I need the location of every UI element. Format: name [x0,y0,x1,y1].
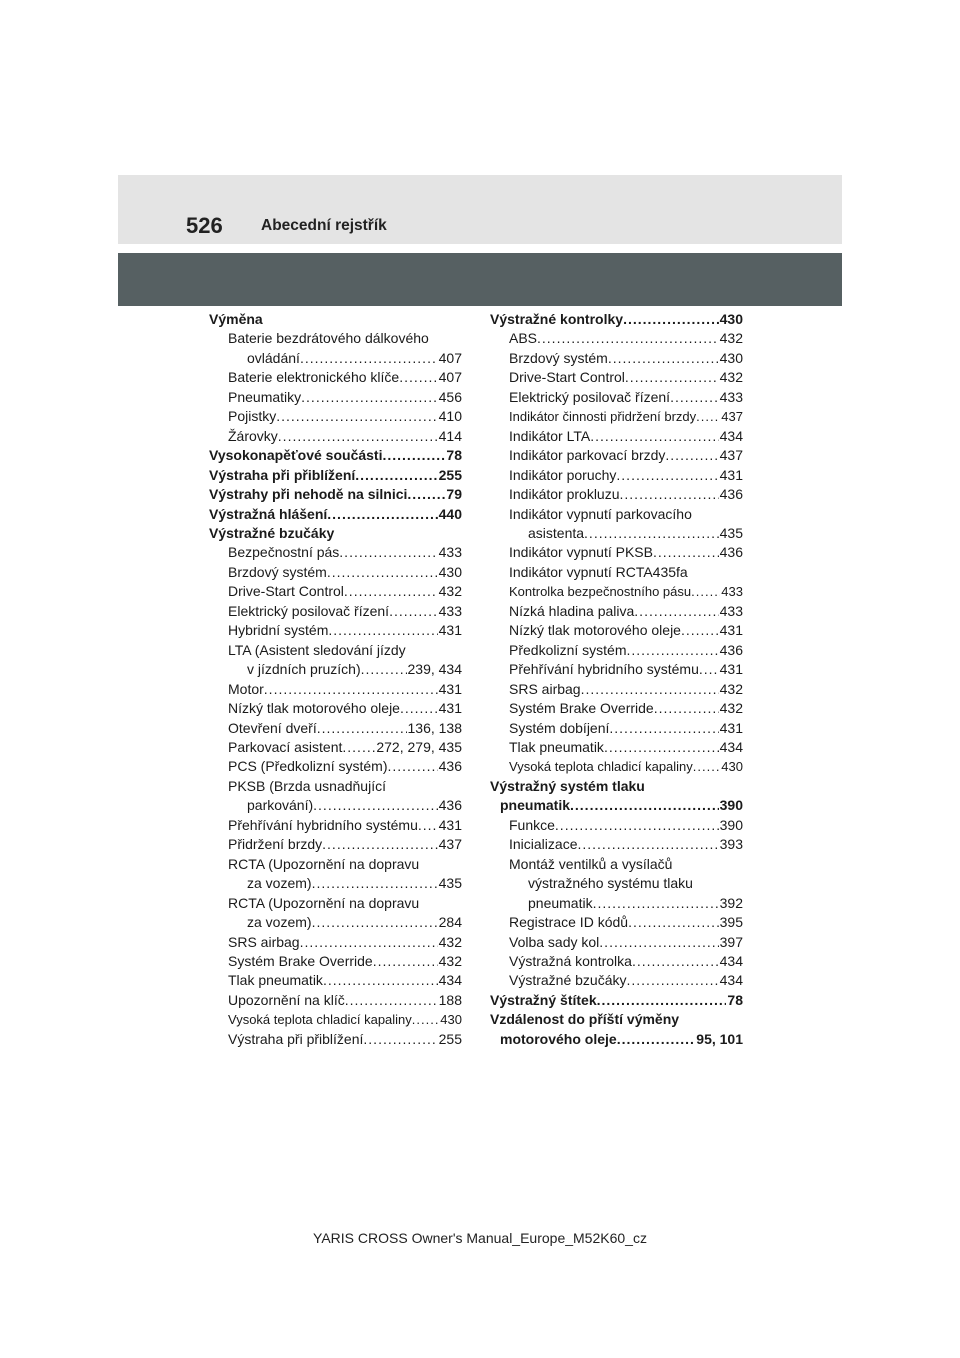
index-entry [209,777,462,796]
dot-leader [344,582,438,601]
index-entry-page: 78 [446,447,462,464]
index-entry [209,427,462,446]
index-entry-label: Upozornění na klíč [228,991,345,1008]
index-entry [209,446,462,465]
dot-leader [665,446,718,465]
index-entry [209,874,462,893]
index-entry-label: Vysoká teplota chladicí kapaliny [228,1012,412,1028]
index-entry-label: Systém Brake Override [228,952,373,969]
index-entry-page: 431 [719,661,743,678]
index-entry-label: Hybridní systém [228,622,329,639]
index-entry-label: SRS airbag [509,680,581,697]
index-entry-label: za vozem) [247,914,312,931]
index-entry-label: Registrace ID kódů [509,914,629,931]
dot-leader [696,407,720,426]
index-entry-page: 414 [438,427,462,444]
index-entry-label: Montáž ventilků a vysílačů [509,855,673,872]
index-entry-label: Výstražné bzučáky [509,972,627,989]
index-entry [209,641,462,660]
index-entry-label: Indikátor vypnutí RCTA435fa [509,563,688,580]
index-entry [209,971,462,990]
index-entry [209,563,462,582]
index-entry [490,407,743,426]
index-entry-label: Vysokonapěťové součásti [209,447,383,464]
dot-leader [278,427,438,446]
index-entry [209,621,462,640]
index-entry [209,505,462,524]
index-entry-label: RCTA (Upozornění na dopravu [228,855,420,872]
index-entry [209,602,462,621]
dot-leader [584,524,719,543]
index-entry-label: Parkovací asistent [228,738,343,755]
index-entry-label: výstražného systému tlaku [528,875,693,892]
index-entry [490,719,743,738]
index-entry-page: 436 [719,544,743,561]
index-entry-label: Elektrický posilovač řízení [228,602,390,619]
index-entry [209,660,462,679]
index-entry-label: Indikátor činnosti přidržení brzdy [509,409,697,425]
index-entry [490,1010,743,1029]
dot-leader [628,913,719,932]
index-entry [490,874,743,893]
index-entry [490,660,743,679]
index-entry [209,368,462,387]
index-entry-page: 432 [719,680,743,697]
index-entry [209,407,462,426]
dot-leader [312,913,438,932]
index-entry-label: Výstrahy při nehodě na silnici [209,486,408,503]
dot-leader [412,1010,440,1029]
index-entry [490,835,743,854]
index-entry-page: 430 [440,1012,462,1028]
dot-leader [400,699,438,718]
footer-manual-id: YARIS CROSS Owner's Manual_Europe_M52K60_cz [313,1230,647,1246]
index-entry [209,796,462,815]
index-entry [209,894,462,913]
index-entry [209,816,462,835]
index-entry-page: 392 [719,894,743,911]
index-entry [209,543,462,562]
index-entry-label: motorového oleje [500,1030,617,1047]
index-entry-page: 434 [438,972,462,989]
dot-leader [617,1030,696,1049]
index-entry-page: 95, 101 [696,1030,743,1047]
index-entry-page: 432 [438,933,462,950]
index-entry [490,991,743,1010]
dot-leader [537,329,719,348]
index-entry-page: 393 [719,836,743,853]
dot-leader [616,466,718,485]
index-entry-page: 431 [719,622,743,639]
index-entry [209,329,462,348]
index-entry [490,933,743,952]
index-entry-page: 433 [719,602,743,619]
index-entry-label: ABS [509,330,538,347]
dot-leader [555,816,719,835]
index-entry-page: 436 [438,758,462,775]
dot-leader [691,582,720,601]
index-entry-label: LTA (Asistent sledování jízdy [228,641,406,658]
index-entry-label: v jízdních pruzích) [247,661,361,678]
index-entry [490,971,743,990]
index-entry-page: 188 [438,991,462,1008]
section-title: Abecední rejstřík [261,217,387,234]
dot-leader [264,680,438,699]
index-entry-label: Volba sady kol [509,933,600,950]
index-column-left [209,310,462,1049]
index-entry-page: 434 [719,972,743,989]
index-entry-page: 430 [719,311,743,327]
dot-leader [577,835,718,854]
index-entry-page: 431 [719,466,743,483]
dot-leader [599,933,718,952]
index-entry-label: Indikátor prokluzu [509,486,620,503]
index-entry [490,757,743,776]
header-band [118,175,842,244]
index-entry-label: Indikátor parkovací brzdy [509,447,666,464]
index-entry-page: 436 [438,797,462,814]
index-entry [209,913,462,932]
index-entry-label: Výstraha při přiblížení [209,466,356,483]
index-entry-label: asistenta [528,524,585,541]
index-entry-label: Indikátor poruchy [509,466,617,483]
index-entry-page: 437 [721,409,743,425]
index-entry-page: 255 [438,466,462,483]
index-entry [490,485,743,504]
index-entry [209,699,462,718]
index-entry [209,310,462,329]
section-color-band [118,253,842,306]
index-entry [490,505,743,524]
index-entry-page: 432 [719,369,743,386]
index-entry-page: 239, 434 [407,661,462,678]
dot-leader [327,505,437,524]
index-entry-label: pneumatik [500,797,571,814]
index-entry [209,738,462,757]
index-entry-label: Drive-Start Control [509,369,625,386]
dot-leader [693,757,721,776]
index-entry-page: 432 [438,583,462,600]
index-entry [490,563,743,582]
index-entry-label: Výstražný štítek [490,991,597,1008]
index-entry [490,894,743,913]
index-entry-page: 407 [438,349,462,366]
index-entry [209,582,462,601]
index-entry-page: 407 [438,369,462,386]
dot-leader [345,991,438,1010]
index-entry [209,349,462,368]
dot-leader [634,602,718,621]
dot-leader [363,1030,437,1049]
dot-leader [609,719,718,738]
index-entry-page: 435 [719,524,743,541]
index-entry [490,855,743,874]
index-entry-label: za vozem) [247,875,312,892]
index-entry-label: Žárovky [228,427,278,444]
index-entry [490,524,743,543]
index-entry-label: Inicializace [509,836,578,853]
index-entry [209,466,462,485]
index-entry-label: Výstražná hlášení [209,505,328,522]
index-entry-label: Systém dobíjení [509,719,610,736]
index-entry-label: Nízká hladina paliva [509,602,635,619]
index-entry-label: Funkce [509,816,555,833]
index-entry-page: 456 [438,388,462,405]
index-entry-label: Nízký tlak motorového oleje [509,622,681,639]
index-entry [490,466,743,485]
dot-leader [670,388,719,407]
dot-leader [399,368,437,387]
dot-leader [342,738,375,757]
index-entry-page: 431 [719,719,743,736]
index-entry [209,757,462,776]
index-entry-page: 79 [446,486,462,503]
index-entry-page: 431 [438,622,462,639]
index-entry-label: Baterie bezdrátového dálkového [228,330,429,347]
index-entry-page: 430 [438,563,462,580]
dot-leader [407,485,445,504]
index-entry [209,835,462,854]
index-entry [490,388,743,407]
dot-leader [323,971,438,990]
dot-leader [608,349,719,368]
dot-leader [301,388,437,407]
index-entry [490,1030,743,1049]
dot-leader [593,894,719,913]
index-entry-label: Vysoká teplota chladicí kapaliny [509,759,693,775]
index-entry-label: Indikátor vypnutí parkovacího [509,505,692,522]
index-entry [490,310,743,329]
index-entry-label: Indikátor vypnutí PKSB [509,544,653,561]
dot-leader [604,738,719,757]
index-entry-label: Výstražné kontrolky [490,311,624,327]
dot-leader [632,952,719,971]
index-entry [490,602,743,621]
index-entry-page: 433 [438,602,462,619]
index-entry [490,641,743,660]
index-entry [209,855,462,874]
dot-leader [625,368,719,387]
index-entry-page: 390 [719,816,743,833]
dot-leader [322,835,437,854]
index-entry-page: 437 [438,836,462,853]
index-entry-label: Elektrický posilovač řízení [509,388,671,405]
index-entry-label: Přehřívání hybridního systému [509,661,699,678]
dot-leader [620,485,719,504]
dot-leader [373,952,438,971]
index-entry [490,816,743,835]
index-entry-page: 434 [719,952,743,969]
index-entry [209,1010,462,1029]
page-number: 526 [186,213,223,238]
dot-leader [653,543,719,562]
index-entry-page: 78 [727,991,743,1008]
index-entry [490,738,743,757]
index-entry-page: 430 [721,759,743,775]
index-entry-page: 255 [438,1030,462,1047]
dot-leader [355,466,437,485]
index-entry-label: Baterie elektronického klíče [228,369,400,386]
index-entry-label: Tlak pneumatik [509,738,604,755]
index-entry-label: Indikátor LTA [509,427,591,444]
dot-leader [300,933,438,952]
dot-leader [327,563,438,582]
dot-leader [581,680,719,699]
index-entry [209,1030,462,1049]
index-entry [209,524,462,543]
index-entry-label: PKSB (Brzda usnadňující [228,777,386,794]
index-entry [209,991,462,1010]
dot-leader [313,796,437,815]
dot-leader [627,971,719,990]
index-entry-page: 430 [719,349,743,366]
index-entry-page: 437 [719,447,743,464]
dot-leader [626,641,718,660]
index-entry [209,933,462,952]
dot-leader [623,310,719,329]
index-entry-page: 432 [719,330,743,347]
index-entry-page: 432 [438,952,462,969]
index-entry-label: Výstražná kontrolka [509,952,632,969]
index-entry-label: SRS airbag [228,933,300,950]
index-entry [490,368,743,387]
dot-leader [597,991,727,1010]
index-entry [490,777,743,796]
index-entry-label: Vzdálenost do příští výměny [490,1011,680,1028]
index-entry-label: Výstraha při přiblížení [228,1030,364,1047]
index-entry [209,952,462,971]
index-entry-page: 436 [719,641,743,658]
index-entry [209,680,462,699]
index-entry-page: 390 [719,797,743,814]
index-entry-label: Brzdový systém [509,349,608,366]
dot-leader [570,796,719,815]
index-entry-label: Výměna [209,311,263,327]
index-entry-page: 433 [719,388,743,405]
dot-leader [339,543,437,562]
dot-leader [590,427,718,446]
index-entry-page: 435 [438,875,462,892]
index-entry-label: Brzdový systém [228,563,327,580]
index-entry [490,621,743,640]
index-entry-page: 397 [719,933,743,950]
index-entry-label: Drive-Start Control [228,583,344,600]
index-entry-page: 431 [438,700,462,717]
dot-leader [389,602,438,621]
index-entry [490,680,743,699]
index-entry-page: 431 [438,816,462,833]
index-entry-page: 136, 138 [407,719,462,736]
index-entry-label: Nízký tlak motorového oleje [228,700,400,717]
index-entry-page: 284 [438,914,462,931]
index-entry [490,582,743,601]
index-entry-label: PCS (Předkolizní systém) [228,758,388,775]
index-entry-page: 272, 279, 435 [376,738,462,755]
dot-leader [699,660,719,679]
index-entry-page: 436 [719,486,743,503]
index-entry-label: Přehřívání hybridního systému [228,816,418,833]
index-entry-label: pneumatik [528,894,593,911]
index-entry-label: Výstražný systém tlaku [490,777,645,794]
index-entry [490,543,743,562]
dot-leader [312,874,438,893]
index-entry-label: Pneumatiky [228,388,302,405]
dot-leader [382,446,445,465]
index-entry [490,349,743,368]
index-entry-page: 440 [438,505,462,522]
dot-leader [300,349,438,368]
index-entry [209,485,462,504]
index-entry [490,796,743,815]
dot-leader [317,719,407,738]
index-entry-label: Systém Brake Override [509,700,654,717]
index-entry-label: Předkolizní systém [509,641,627,658]
index-entry-page: 434 [719,738,743,755]
index-entry-page: 431 [438,680,462,697]
index-entry-label: Pojistky [228,408,277,425]
index-entry [209,388,462,407]
dot-leader [361,660,407,679]
index-entry-label: ovládání [247,349,300,366]
index-entry-page: 432 [719,700,743,717]
dot-leader [654,699,719,718]
dot-leader [276,407,437,426]
index-entry-label: Otevření dveří [228,719,317,736]
index-entry-page: 395 [719,914,743,931]
dot-leader [418,816,438,835]
index-entry [490,427,743,446]
index-entry [490,913,743,932]
dot-leader [328,621,437,640]
dot-leader [387,757,437,776]
index-entry-label: Bezpečnostní pás [228,544,340,561]
index-entry-page: 434 [719,427,743,444]
index-entry [490,699,743,718]
index-entry-label: parkování) [247,797,314,814]
index-entry-page: 433 [721,584,743,600]
index-entry-label: RCTA (Upozornění na dopravu [228,894,420,911]
index-entry [490,952,743,971]
index-entry-label: Motor [228,680,264,697]
index-entry-label: Tlak pneumatik [228,972,323,989]
index-entry-label: Přidržení brzdy [228,836,323,853]
index-entry [490,446,743,465]
index-entry [490,329,743,348]
index-entry [209,719,462,738]
index-entry-label: Výstražné bzučáky [209,524,335,541]
dot-leader [681,621,719,640]
index-entry-page: 410 [438,408,462,425]
index-entry-page: 433 [438,544,462,561]
index-column-right [490,310,743,1049]
index-entry-label: Kontrolka bezpečnostního pásu [509,584,692,600]
